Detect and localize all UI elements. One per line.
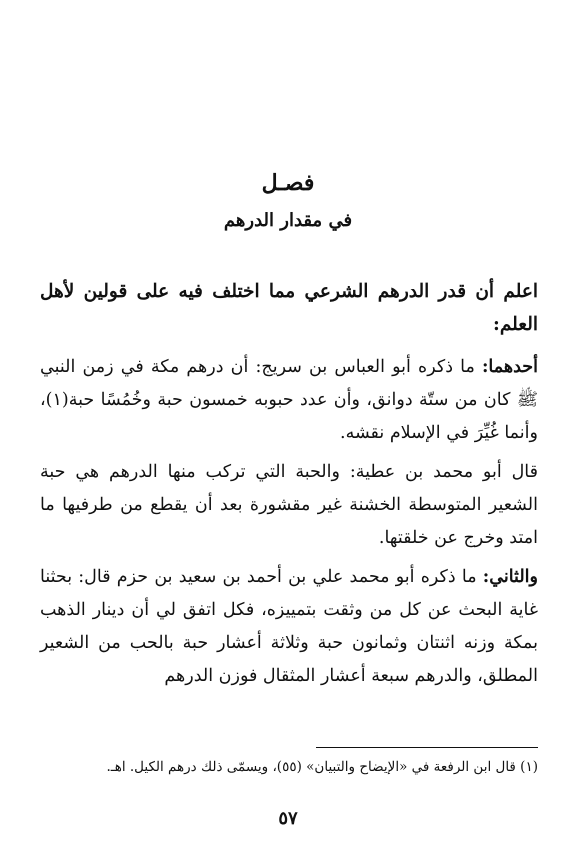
second-opinion-text: ما ذكره أبو محمد علي بن أحمد بن سعيد بن حزم قال: بحثنا غاية البحث عن كل من وثقت بتمييزه، فكل اتفق لي أن دينار الذهب بمكة وزنه اثنتان وثمانون حبة وثلاثة أعشار حبة بالحب من الشعير المطلق، والدرهم سبعة أعشار المثقال فوزن الدرهم (40, 567, 538, 686)
body-text (40, 275, 538, 699)
page-number: ٥٧ (278, 808, 298, 829)
second-opinion-lead: والثاني: (482, 567, 538, 587)
footnote-divider (316, 747, 538, 748)
first-opinion-text: ما ذكره أبو العباس بن سريج: أن درهم مكة في زمن النبي ﷺ كان من ستّة دوانق، وأن عدد حبوبه خمسون حبة وخُمُسًا حبة(١)، وأنما غُيِّرَ في الإسلام نقشه. (40, 357, 538, 443)
commentary-paragraph: قال أبو محمد بن عطية: والحبة التي تركب منها الدرهم هي حبة الشعير المتوسطة الخشنة غير مقشورة بعد أن يقطع من طرفيها ما امتد وخرج عن خلقتها. (40, 462, 538, 548)
first-opinion-paragraph (40, 351, 538, 450)
second-opinion-paragraph (40, 561, 538, 693)
footnote: (١) قال ابن الرفعة في «الإيضاح والتبيان» (٥٥)، ويسمّى ذلك درهم الكيل. اهـ. (106, 759, 538, 775)
first-opinion-lead: أحدهما: (481, 357, 538, 377)
chapter-subtitle: في مقدار الدرهم (223, 210, 353, 231)
opening-paragraph: اعلم أن قدر الدرهم الشرعي مما اختلف فيه على قولين لأهل العلم: (40, 281, 538, 335)
chapter-title: فصـل (261, 170, 315, 196)
